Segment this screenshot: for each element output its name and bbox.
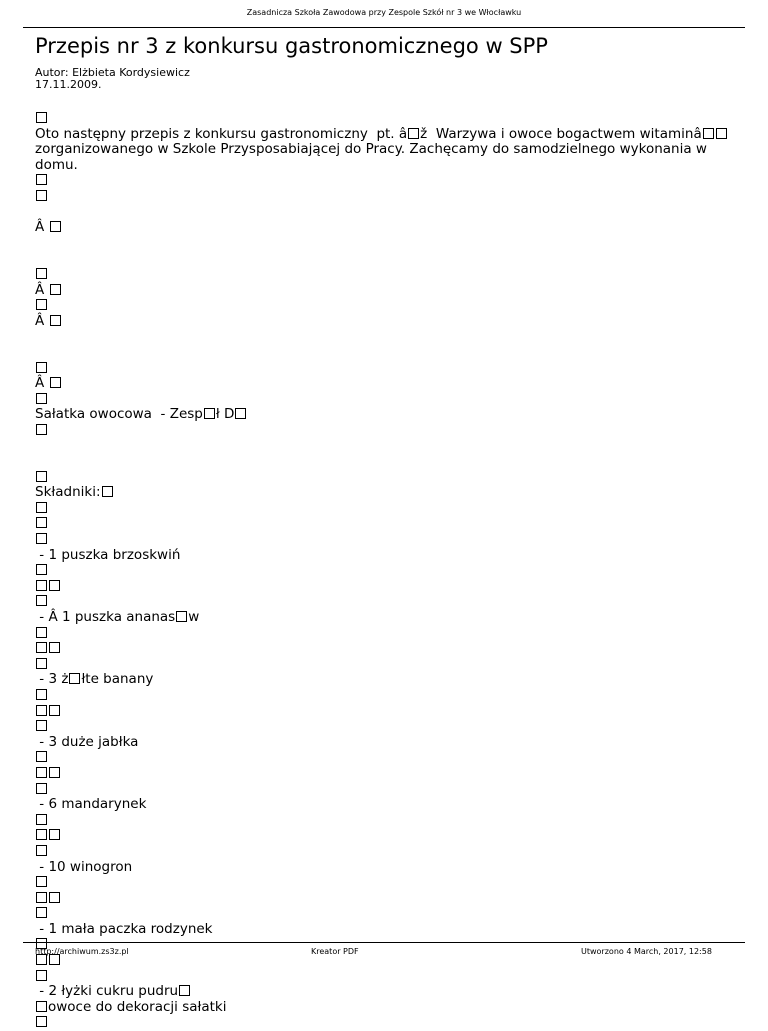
- body-line: Â: [35, 314, 745, 330]
- missing-glyph-box: [49, 580, 60, 591]
- missing-glyph-box: [36, 517, 47, 528]
- missing-glyph-box: [36, 907, 47, 918]
- body-line: [35, 657, 745, 673]
- missing-glyph-box: [36, 112, 47, 123]
- article-body: [35, 111, 745, 1031]
- missing-glyph-box: [36, 533, 47, 544]
- article-meta: [35, 67, 190, 91]
- body-line: Â: [35, 376, 745, 392]
- body-line: [35, 844, 745, 860]
- missing-glyph-box: [36, 299, 47, 310]
- missing-glyph-box: [703, 128, 714, 139]
- missing-glyph-box: [49, 829, 60, 840]
- body-line: [35, 875, 745, 891]
- missing-glyph-box: [36, 705, 47, 716]
- missing-glyph-box: [716, 128, 727, 139]
- body-line: [35, 704, 745, 720]
- body-line: [35, 423, 745, 439]
- missing-glyph-box: [36, 580, 47, 591]
- missing-glyph-box: [50, 221, 61, 232]
- missing-glyph-box: [36, 970, 47, 981]
- missing-glyph-box: [36, 424, 47, 435]
- body-line: [35, 173, 745, 189]
- body-line: [35, 750, 745, 766]
- body-line: [35, 688, 745, 704]
- body-line: owoce do dekoracji sałatki: [35, 1000, 745, 1016]
- body-line: Składniki:: [35, 485, 745, 501]
- body-line: [35, 189, 745, 205]
- body-line: [35, 345, 745, 361]
- body-line: [35, 111, 745, 127]
- missing-glyph-box: [49, 705, 60, 716]
- missing-glyph-box: [176, 611, 187, 622]
- body-line: [35, 470, 745, 486]
- footer-generator: Kreator PDF: [311, 947, 359, 956]
- body-line: [35, 594, 745, 610]
- body-line: [35, 298, 745, 314]
- missing-glyph-box: [50, 377, 61, 388]
- missing-glyph-box: [36, 502, 47, 513]
- missing-glyph-box: [36, 362, 47, 373]
- body-line: [35, 563, 745, 579]
- body-line: [35, 251, 745, 267]
- body-line: [35, 516, 745, 532]
- missing-glyph-box: [50, 284, 61, 295]
- body-line: [35, 719, 745, 735]
- body-line: - 2 łyżki cukru pudru: [35, 984, 745, 1000]
- missing-glyph-box: [36, 595, 47, 606]
- body-line: - 10 winogron: [35, 858, 133, 875]
- missing-glyph-box: [235, 408, 246, 419]
- missing-glyph-box: [36, 767, 47, 778]
- body-line: [35, 438, 745, 454]
- body-line: [35, 501, 745, 517]
- missing-glyph-box: [36, 268, 47, 279]
- body-line: [35, 891, 745, 907]
- author-line: Autor: Elżbieta Kordysiewicz: [35, 66, 190, 79]
- missing-glyph-box: [36, 1016, 47, 1027]
- missing-glyph-box: [49, 642, 60, 653]
- missing-glyph-box: [36, 783, 47, 794]
- body-line: [35, 392, 745, 408]
- date-line: 17.11.2009.: [35, 78, 102, 91]
- page-header: Zasadnicza Szkoła Zawodowa przy Zespole Szkół nr 3 we Włocławku: [246, 8, 522, 17]
- footer-divider: [23, 942, 745, 943]
- body-line: [35, 454, 745, 470]
- missing-glyph-box: [36, 892, 47, 903]
- body-line: [35, 329, 745, 345]
- missing-glyph-box: [36, 876, 47, 887]
- body-line: Oto następny przepis z konkursu gastronomiczny pt. â ž Warzywa i owoce bogactwem witaminâ: [35, 127, 745, 143]
- missing-glyph-box: [36, 564, 47, 575]
- body-line: [35, 1015, 745, 1031]
- missing-glyph-box: [36, 845, 47, 856]
- body-line: - 1 mała paczka rodzynek: [35, 920, 213, 937]
- body-line: [35, 828, 745, 844]
- body-line: [35, 267, 745, 283]
- missing-glyph-box: [204, 408, 215, 419]
- body-line: [35, 361, 745, 377]
- missing-glyph-box: [36, 642, 47, 653]
- footer-created: Utworzono 4 March, 2017, 12:58: [581, 947, 712, 956]
- body-line: Â: [35, 283, 745, 299]
- missing-glyph-box: [49, 767, 60, 778]
- missing-glyph-box: [36, 658, 47, 669]
- body-line: [35, 782, 745, 798]
- body-line: [35, 626, 745, 642]
- missing-glyph-box: [179, 985, 190, 996]
- missing-glyph-box: [36, 751, 47, 762]
- body-line: Sałatka owocowa - Zesp ł D: [35, 407, 745, 423]
- missing-glyph-box: [36, 689, 47, 700]
- body-line: [35, 579, 745, 595]
- body-line: - Â 1 puszka ananas w: [35, 609, 200, 625]
- missing-glyph-box: [36, 190, 47, 201]
- body-line: [35, 532, 745, 548]
- missing-glyph-box: [36, 174, 47, 185]
- missing-glyph-box: [36, 1001, 47, 1012]
- body-line: [35, 906, 745, 922]
- body-line: [35, 969, 745, 985]
- body-line: [35, 641, 745, 657]
- missing-glyph-box: [36, 829, 47, 840]
- missing-glyph-box: [408, 128, 419, 139]
- body-line: - 1 puszka brzoskwiń: [35, 546, 181, 563]
- footer-url: http://archiwum.zs3z.pl: [35, 947, 129, 956]
- body-line: [35, 205, 745, 221]
- missing-glyph-box: [50, 315, 61, 326]
- missing-glyph-box: [36, 627, 47, 638]
- missing-glyph-box: [36, 471, 47, 482]
- missing-glyph-box: [36, 393, 47, 404]
- missing-glyph-box: [49, 892, 60, 903]
- body-line: - 3 duże jabłka: [35, 733, 139, 750]
- article-title: Przepis nr 3 z konkursu gastronomicznego w SPP: [35, 34, 548, 58]
- missing-glyph-box: [69, 673, 80, 684]
- body-line: [35, 766, 745, 782]
- body-line: [35, 813, 745, 829]
- body-line: - 6 mandarynek: [35, 796, 147, 813]
- body-line: zorganizowanego w Szkole Przysposabiającej do Pracy. Zachęcamy do samodzielnego wykonania w domu.: [35, 141, 712, 173]
- body-line: [35, 236, 745, 252]
- missing-glyph-box: [36, 720, 47, 731]
- body-line: - 3 ż łte banany: [35, 671, 154, 688]
- body-line: Â: [35, 220, 745, 236]
- missing-glyph-box: [36, 814, 47, 825]
- header-divider: [23, 27, 745, 28]
- missing-glyph-box: [102, 486, 113, 497]
